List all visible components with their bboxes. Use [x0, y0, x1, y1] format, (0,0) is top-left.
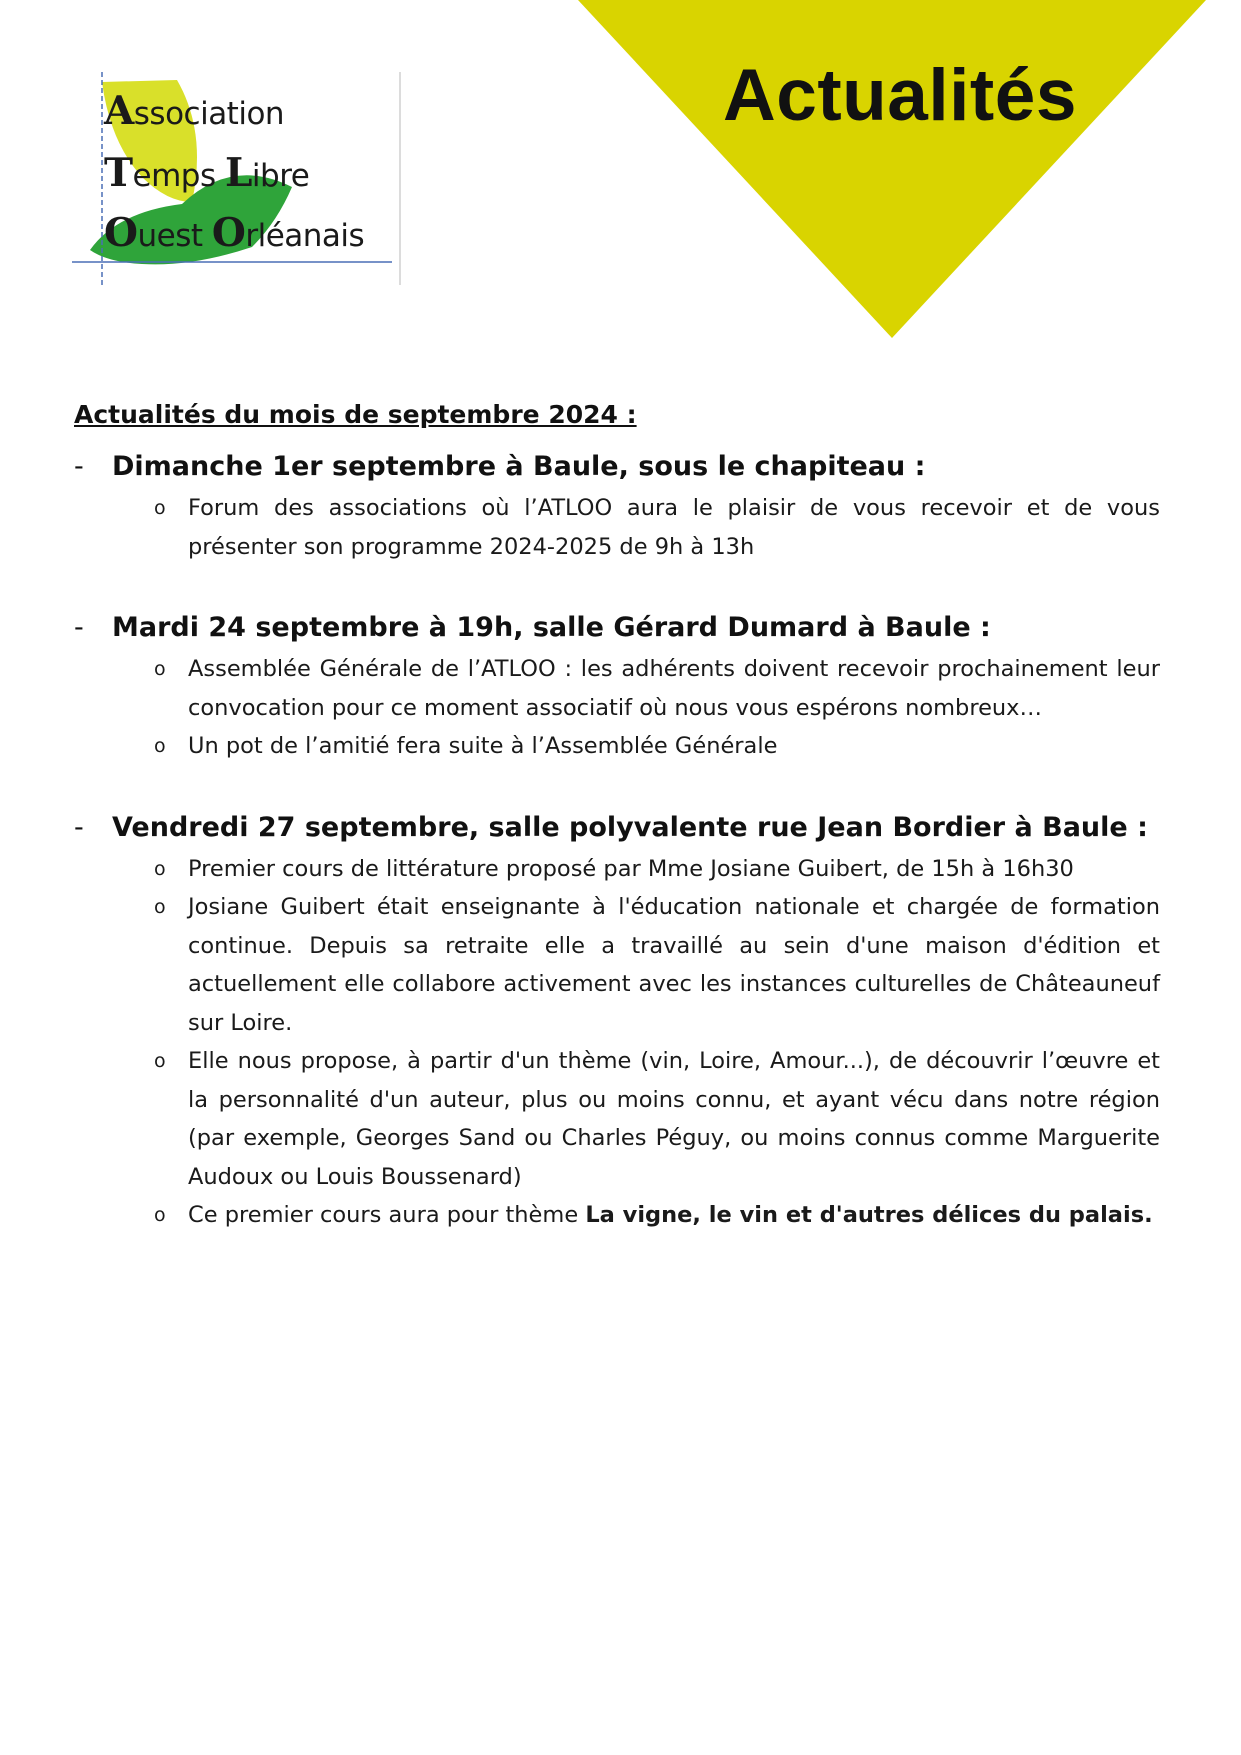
list-item-text: Forum des associations où l’ATLOO aura le plaisir de vous recevoir et de vous présenter son programme 2024-2025 de 9h à 13h [188, 495, 1160, 560]
list-item [154, 727, 1160, 766]
logo-line-association: Association [104, 88, 285, 134]
event-heading [74, 448, 1160, 486]
list-item [154, 1042, 1160, 1196]
list-item-text: Josiane Guibert était enseignante à l'éducation nationale et chargée de formation continue. Depuis sa retraite elle a travaillé au sein d'une maison d'édition et actuellement elle collabore activement avec les instances culturelles de Châteauneuf sur Loire. [188, 894, 1160, 1036]
list-item-prefix: Ce premier cours aura pour thème [188, 1202, 586, 1228]
section-title: Actualités du mois de septembre 2024 : [74, 400, 637, 429]
list-item-text: Un pot de l’amitié fera suite à l’Assemblée Générale [188, 733, 778, 759]
event-heading-text: Mardi 24 septembre à 19h, salle Gérard Dumard à Baule : [112, 612, 991, 643]
list-item [154, 1196, 1160, 1235]
list-item [154, 489, 1160, 566]
header-triangle [578, 0, 1206, 338]
list-item [154, 888, 1160, 1042]
course-theme: La vigne, le vin et d'autres délices du palais. [585, 1202, 1153, 1228]
list-item-text: Elle nous propose, à partir d'un thème (vin, Loire, Amour...), de découvrir l’œuvre et la personnalité d'un auteur, plus ou moins connu, et ayant vécu dans notre région (par exemple, Georges Sand ou Charles Péguy, ou moins connus comme Marguerite Audoux ou Louis Boussenard) [188, 1048, 1160, 1190]
dash-marker: - [74, 811, 84, 843]
event-heading [74, 809, 1160, 847]
event-heading-text: Dimanche 1er septembre à Baule, sous le chapiteau : [112, 451, 926, 482]
dash-marker: - [74, 451, 84, 482]
logo-line-ouest-orleanais: Ouest Orléanais [104, 210, 365, 256]
list-item [154, 650, 1160, 727]
bullet-marker: o [154, 658, 166, 680]
bullet-marker: o [154, 1050, 166, 1072]
logo-line-temps-libre: Temps Libre [104, 150, 310, 196]
event-heading-text: Vendredi 27 septembre, salle polyvalente rue Jean Bordier à Baule : [112, 811, 1148, 843]
event-1 [74, 448, 1160, 566]
event-2 [74, 609, 1160, 766]
dash-marker: - [74, 612, 84, 643]
list-item-text: Assemblée Générale de l’ATLOO : les adhérents doivent recevoir prochainement leur convocation pour ce moment associatif où nous vous espérons nombreux… [188, 656, 1160, 721]
bullet-marker: o [154, 857, 166, 880]
event-details [74, 489, 1160, 566]
list-item [154, 850, 1160, 889]
bullet-marker: o [154, 1204, 166, 1226]
association-logo [72, 72, 404, 290]
page-title: Actualités [723, 55, 1077, 136]
yellow-triangle-shape [578, 0, 1206, 338]
event-heading [74, 609, 1160, 647]
bullet-marker: o [154, 735, 166, 757]
event-details [74, 850, 1160, 1235]
bullet-marker: o [154, 896, 166, 918]
bullet-marker: o [154, 497, 166, 519]
event-3 [74, 809, 1160, 1235]
event-details [74, 650, 1160, 766]
news-content [74, 400, 1160, 1278]
list-item-text: Premier cours de littérature proposé par Mme Josiane Guibert, de 15h à 16h30 [188, 855, 1074, 882]
